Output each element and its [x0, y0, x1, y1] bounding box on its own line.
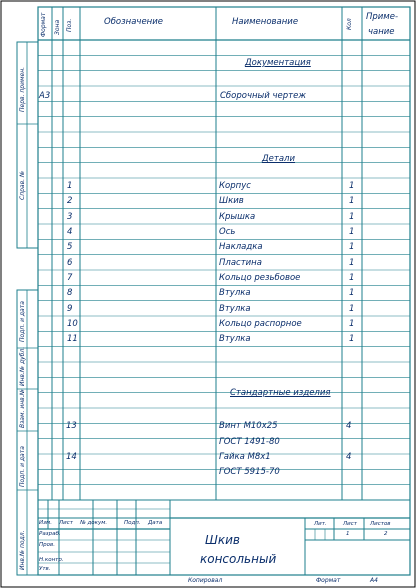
header-qty: Кол [346, 18, 353, 30]
section-details: Детали [262, 154, 295, 164]
tb-utv: Утв. [39, 566, 51, 572]
detail-name: Крышка [219, 211, 256, 222]
label-vzam-inv: Взам. инв.№ [19, 389, 26, 428]
std-name-14-line2: ГОСТ 5915-70 [219, 467, 280, 477]
tb-izm: Изм. [39, 520, 52, 526]
tb-sheet-val: 1 [346, 531, 350, 537]
detail-name: Втулка [219, 303, 251, 314]
detail-pos: 8 [67, 288, 73, 299]
footer-format-val: А4 [370, 577, 378, 584]
tb-title-line1: Шкив [205, 533, 240, 547]
tb-sheets-val: 2 [384, 531, 388, 537]
detail-qty: 1 [349, 257, 355, 268]
detail-qty: 1 [349, 242, 355, 253]
detail-name: Втулка [219, 288, 251, 299]
detail-pos: 9 [67, 303, 73, 314]
tb-sheets: Листов [370, 521, 391, 527]
std-pos-14: 14 [66, 452, 77, 462]
detail-pos: 7 [67, 273, 73, 283]
label-inv-dubl: Инв.№ дубл. [19, 346, 26, 386]
detail-name: Ось [219, 227, 236, 237]
label-podp-data-2: Подп. и дата [19, 446, 26, 487]
detail-qty: 1 [349, 273, 355, 283]
header-name: Наименование [232, 17, 299, 27]
detail-pos: 11 [67, 334, 78, 345]
detail-qty: 1 [349, 211, 355, 222]
std-name-13-line1: Винт М10х25 [219, 421, 278, 431]
header-zone: Зона [54, 19, 61, 35]
detail-name: Кольцо распорное [219, 319, 302, 329]
detail-pos: 2 [67, 196, 73, 207]
detail-name: Накладка [219, 242, 263, 253]
header-pos: Поз. [66, 18, 73, 32]
detail-qty: 1 [349, 319, 355, 329]
std-pos-13: 13 [66, 421, 77, 431]
detail-qty: 1 [349, 196, 355, 207]
detail-name: Пластина [219, 257, 262, 268]
detail-qty: 1 [349, 303, 355, 314]
detail-pos: 3 [67, 211, 73, 222]
std-name-13-line2: ГОСТ 1491-80 [219, 437, 280, 447]
detail-name: Корпус [219, 181, 251, 191]
std-qty-13: 4 [346, 421, 352, 431]
std-name-14-line1: Гайка М8х1 [219, 452, 271, 462]
header-designation: Обозначение [104, 17, 163, 27]
section-documentation: Документация [245, 58, 311, 68]
label-inv-podl: Инв.№ подл. [19, 530, 26, 570]
label-podp-data-1: Подп. и дата [19, 301, 26, 342]
footer-format: Формат [316, 577, 341, 584]
detail-qty: 1 [349, 288, 355, 299]
detail-pos: 6 [67, 257, 73, 268]
header-format: Формат [40, 12, 47, 37]
tb-razrab: Разраб. [39, 531, 61, 537]
label-sprav-no: Справ. № [19, 170, 26, 200]
header-note-1: Приме- [366, 12, 399, 22]
tb-sheet: Лист [343, 521, 357, 527]
detail-name: Шкив [219, 196, 244, 207]
std-qty-14: 4 [346, 452, 352, 462]
detail-name: Кольцо резьбовое [219, 273, 301, 283]
tb-n-dokum: № докум. [80, 520, 108, 526]
tb-n-kontr: Н.контр. [39, 557, 64, 563]
tb-prov: Пров. [39, 542, 55, 548]
section-standard: Стандартные изделия [230, 388, 331, 398]
detail-qty: 1 [349, 334, 355, 345]
detail-pos: 10 [67, 319, 78, 329]
detail-pos: 1 [67, 181, 73, 191]
detail-pos: 4 [67, 227, 73, 237]
tb-list: Лист [59, 520, 73, 526]
doc-format: А3 [39, 91, 51, 101]
detail-qty: 1 [349, 181, 355, 191]
tb-title-line2: консольный [200, 552, 277, 566]
footer-kopiroval: Копировал [188, 577, 223, 584]
label-perv-primen: Перв. примен. [19, 66, 26, 112]
detail-pos: 5 [67, 242, 73, 253]
tb-podp: Подп. [124, 520, 141, 526]
tb-lit: Лит. [314, 521, 327, 527]
detail-qty: 1 [349, 227, 355, 237]
doc-name: Сборочный чертеж [220, 91, 306, 101]
detail-name: Втулка [219, 334, 251, 345]
header-note-2: чание [368, 27, 395, 37]
tb-data: Дата [148, 520, 163, 526]
